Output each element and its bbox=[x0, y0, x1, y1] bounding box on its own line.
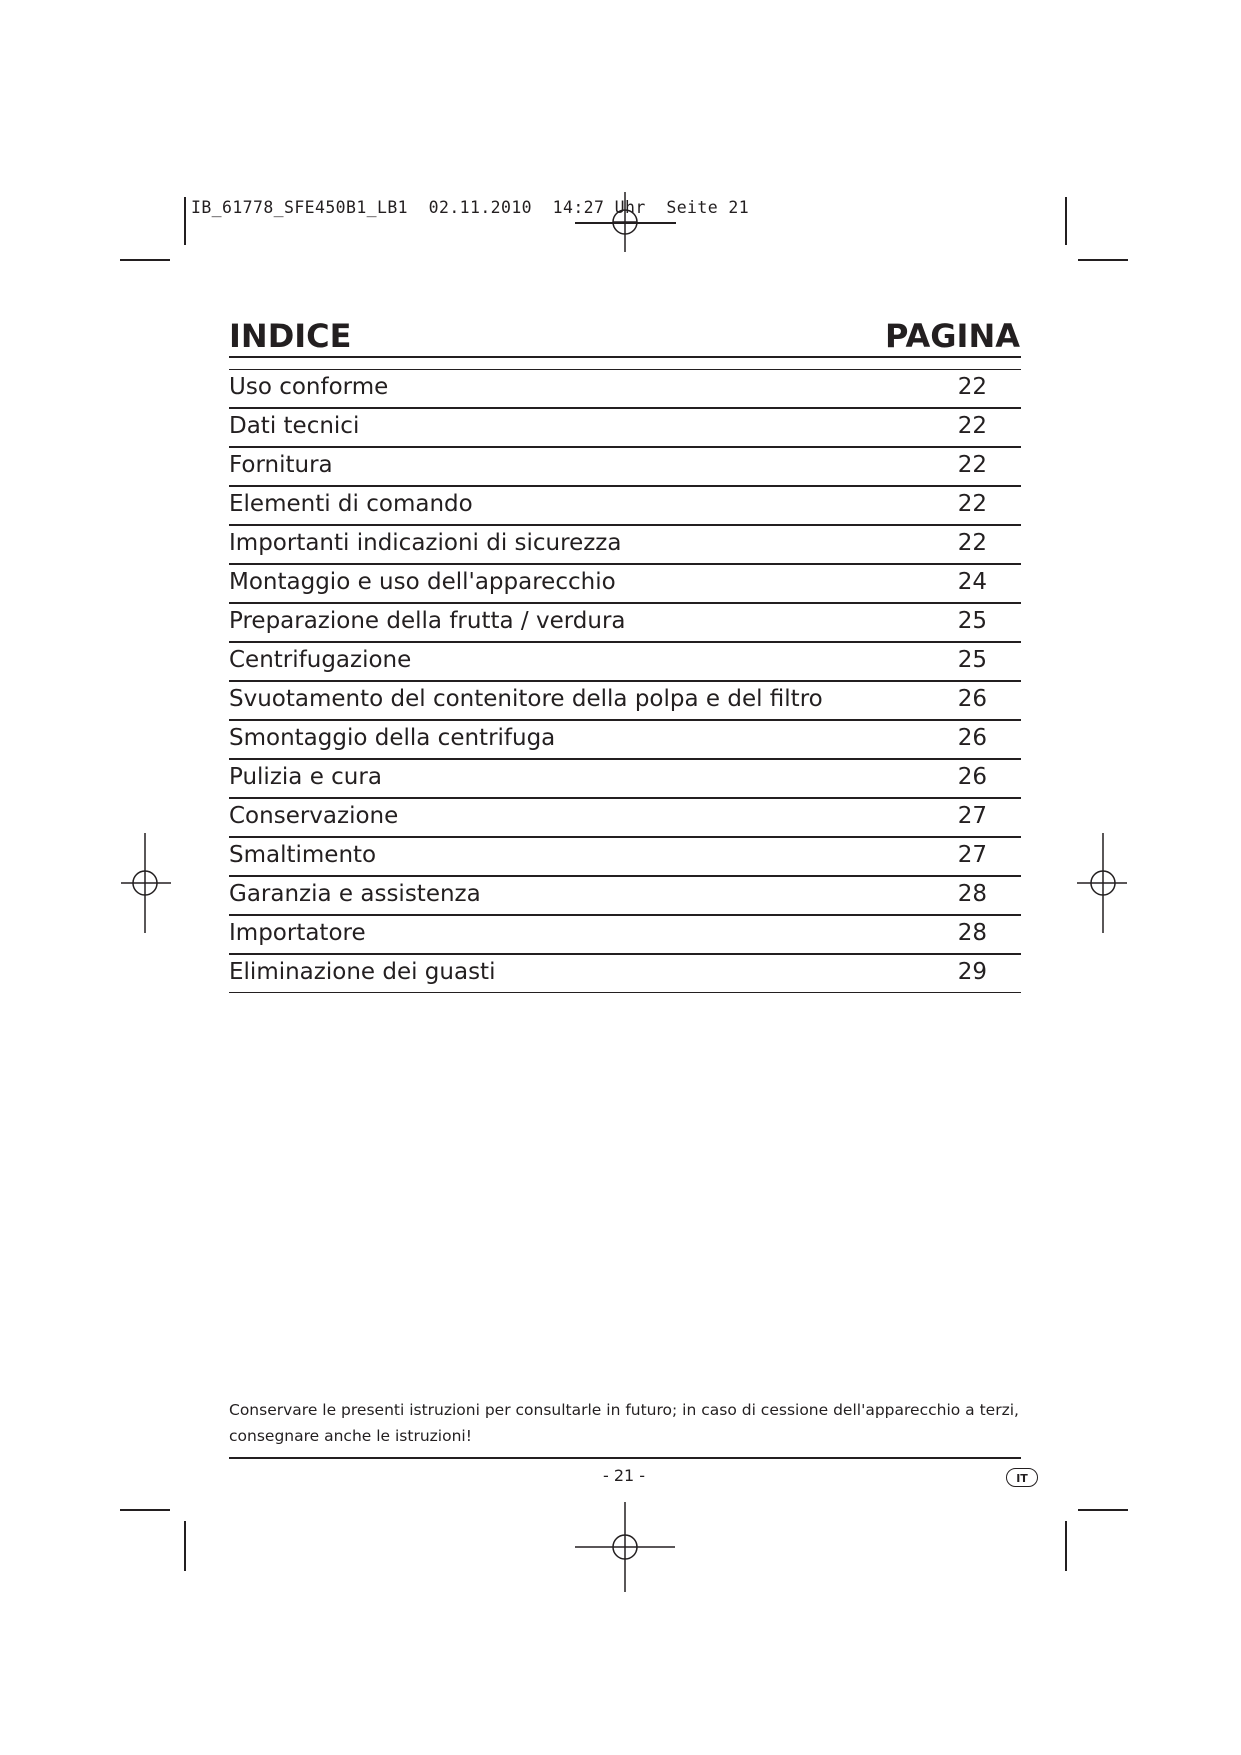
toc-entry[interactable] bbox=[229, 798, 1021, 837]
table-of-contents bbox=[229, 369, 1021, 993]
toc-entry-title: Garanzia e assistenza bbox=[229, 881, 481, 907]
toc-entry[interactable] bbox=[229, 408, 1021, 447]
toc-entry-title: Montaggio e uso dell'apparecchio bbox=[229, 569, 616, 595]
crop-mark bbox=[184, 197, 186, 245]
toc-entry-title: Smontaggio della centrifuga bbox=[229, 725, 556, 751]
toc-entry-page: 22 bbox=[957, 452, 987, 478]
print-slug: IB_61778_SFE450B1_LB1 02.11.2010 14:27 Uhr Seite 21 bbox=[191, 198, 750, 217]
toc-entry-page: 24 bbox=[957, 569, 987, 595]
toc-entry[interactable] bbox=[229, 681, 1021, 720]
footer-note bbox=[229, 1397, 1049, 1449]
footer-note-line: Conservare le presenti istruzioni per consultarle in futuro; in caso di cessione dell'apparecchio a terzi, bbox=[229, 1401, 1019, 1419]
toc-entry-title: Dati tecnici bbox=[229, 413, 360, 439]
toc-entry-page: 28 bbox=[957, 881, 987, 907]
toc-entry-title: Smaltimento bbox=[229, 842, 377, 868]
toc-entry[interactable] bbox=[229, 564, 1021, 603]
crop-mark bbox=[1078, 1509, 1128, 1511]
toc-entry[interactable] bbox=[229, 525, 1021, 564]
toc-entry-title: Importanti indicazioni di sicurezza bbox=[229, 530, 622, 556]
crop-mark bbox=[1065, 197, 1067, 245]
toc-entry[interactable] bbox=[229, 447, 1021, 486]
toc-entry-page: 22 bbox=[957, 491, 987, 517]
crop-mark bbox=[120, 1509, 170, 1511]
toc-entry[interactable] bbox=[229, 369, 1021, 408]
toc-entry-title: Centrifugazione bbox=[229, 647, 412, 673]
toc-entry-title: Pulizia e cura bbox=[229, 764, 382, 790]
toc-entry-page: 22 bbox=[957, 413, 987, 439]
registration-mark-right bbox=[1053, 833, 1153, 933]
toc-entry-page: 28 bbox=[957, 920, 987, 946]
toc-entry[interactable] bbox=[229, 486, 1021, 525]
slug-underline bbox=[575, 222, 676, 224]
page-number: - 21 - bbox=[602, 1466, 646, 1485]
toc-entry[interactable] bbox=[229, 603, 1021, 642]
toc-entry[interactable] bbox=[229, 759, 1021, 798]
toc-entry-title: Fornitura bbox=[229, 452, 333, 478]
toc-entry-title: Importatore bbox=[229, 920, 366, 946]
page-column-title: PAGINA bbox=[885, 317, 1020, 355]
crop-mark bbox=[120, 259, 170, 261]
crop-mark bbox=[1078, 259, 1128, 261]
registration-mark-bottom bbox=[575, 1497, 675, 1597]
footer-rule bbox=[229, 1457, 1021, 1459]
toc-entry-page: 27 bbox=[957, 803, 987, 829]
toc-entry-title: Svuotamento del contenitore della polpa e del filtro bbox=[229, 686, 823, 712]
toc-entry[interactable] bbox=[229, 720, 1021, 759]
language-badge: IT bbox=[1006, 1468, 1038, 1487]
toc-entry-page: 26 bbox=[957, 764, 987, 790]
toc-entry-title: Conservazione bbox=[229, 803, 399, 829]
registration-mark-left bbox=[95, 833, 195, 933]
toc-entry[interactable] bbox=[229, 954, 1021, 993]
toc-entry-title: Preparazione della frutta / verdura bbox=[229, 608, 626, 634]
toc-entry-title: Eliminazione dei guasti bbox=[229, 959, 496, 985]
footer-note-line: consegnare anche le istruzioni! bbox=[229, 1427, 472, 1445]
toc-entry[interactable] bbox=[229, 642, 1021, 681]
crop-mark bbox=[184, 1521, 186, 1571]
toc-entry-page: 25 bbox=[957, 608, 987, 634]
toc-entry-page: 22 bbox=[957, 374, 987, 400]
toc-entry-page: 22 bbox=[957, 530, 987, 556]
index-title: INDICE bbox=[229, 317, 352, 355]
toc-entry-page: 27 bbox=[957, 842, 987, 868]
toc-entry-title: Uso conforme bbox=[229, 374, 389, 400]
crop-mark bbox=[1065, 1521, 1067, 1571]
toc-entry[interactable] bbox=[229, 837, 1021, 876]
toc-entry-page: 29 bbox=[957, 959, 987, 985]
toc-entry-title: Elementi di comando bbox=[229, 491, 473, 517]
toc-entry[interactable] bbox=[229, 915, 1021, 954]
header-rule bbox=[229, 356, 1021, 358]
toc-entry-page: 26 bbox=[957, 686, 987, 712]
toc-entry-page: 26 bbox=[957, 725, 987, 751]
toc-entry-page: 25 bbox=[957, 647, 987, 673]
toc-entry[interactable] bbox=[229, 876, 1021, 915]
